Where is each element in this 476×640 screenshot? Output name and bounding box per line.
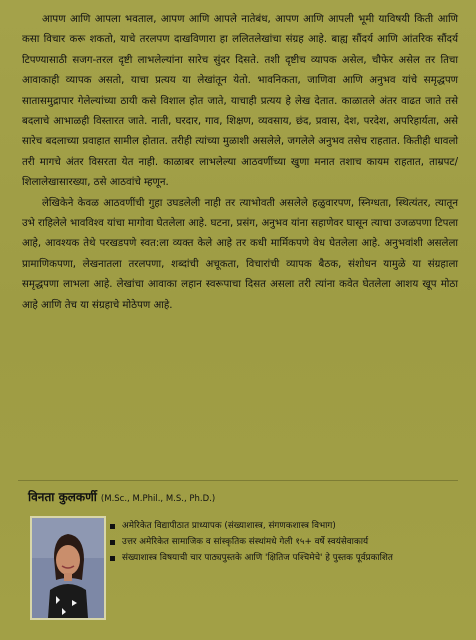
credential-item: उत्तर अमेरिकेत सामाजिक व सांस्कृतिक संस्थांमधे गेली १५+ वर्षे स्वयंसेवाकार्य [110,536,460,549]
blurb-paragraph-1: आपण आणि आपला भवताल, आपण आणि आपले नातेबंध, आपण आणि आपली भूमी याविषयी किती आणि कसा विचार करू शकतो, याचे तरलपण दाखविणारा हा ललितलेखांचा संग्रह आहे. बाह्य सौंदर्य आणि आंतरिक सौंदर्य टिपण्यासाठी सजग-तरल दृष्टी लाभलेल्यांना सारेच सुंदर दिसते. तशी दृष्टीच व्यापक असेल, चौफेर असेल तर तिचा आवाकाही व्यापक असतो, याचा प्रत्यय या लेखांतून येतो. भावनिकता, जाणिवा आणि अनुभव यांचे समृद्धपण सातासमुद्रापार गेलेल्यांच्या ठायी कसे विशाल होत जाते, याचाही प्रत्यय हे लेख देतात. काळातले अंतर वाढत जाते तसे बदलाचे आभाळही विस्तारत जाते. नाती, घरदार, गाव, शिक्षण, व्यवसाय, छंद, प्रवास, देश, परदेश, अपरिहार्यता, असे सारेच बदलाच्या प्रवाहात सामील होतात. तरीही त्यांच्या मुळाशी असलेले, जगलेले अनुभव तसेच राहतात. कितीही धावलो तरी मागचे अंतर विसरता येत नाही. काळाबर लाभलेल्या आठवणींच्या खुणा मनात तशाच कायम राहतात, ताम्रपट/शिलालेखासारख्या, ठसे आठवांचे म्हणून. [22,14,458,189]
author-qualifications: (M.Sc., M.Phil., M.S., Ph.D.) [100,494,216,504]
blurb-paragraph-2: लेखिकेने केवळ आठवणींची गुहा उघडलेली नाही तर त्याभोवती असलेले हळुवारपण, स्निग्धता, स्थित्यंतर, त्यातून उभे राहिलेले भावविश्व यांचा मागोवा घेतलेला आहे. घटना, प्रसंग, अनुभव यांना सहाणेवर घासून त्याचा उजळपणा टिपला आहे, आवश्यक तेथे परखडपणे स्वत:ला व्यक्त केले आहे तर कधी मार्मिकपणे वेध घेतलेला आहे. अनुभवांशी असलेला प्रामाणिकपणा, लेखनातला तरलपणा, शब्दांची अचूकता, विचारांची व्यापक बैठक, संशोधन यामुळे या संग्रहाला समृद्धपणा लाभला आहे. लेखांचा आवाका लहान स्वरूपाचा दिसत असला तरी त्यांना कवेत घेतलेला आशय खूप मोठा आहे आणि तेच या संग्रहाचे मोठेपण आहे. [22,197,458,311]
author-photo [30,516,106,620]
book-blurb [22,10,458,316]
credential-item: संख्याशास्त्र विषयाची चार पाठ्यपुस्तके आणि 'क्षितिज पश्चिमेचे' हे पुस्तक पूर्वप्रकाशित [110,552,460,565]
author-heading [28,488,215,505]
author-name: विनता कुलकर्णी [28,490,97,504]
section-divider [18,480,458,481]
author-portrait-icon [32,518,104,618]
author-credentials [110,520,460,568]
credential-item: अमेरिकेत विद्यापीठात प्राध्यापक (संख्याशास्त्र, संगणकशास्त्र विभाग) [110,520,460,533]
